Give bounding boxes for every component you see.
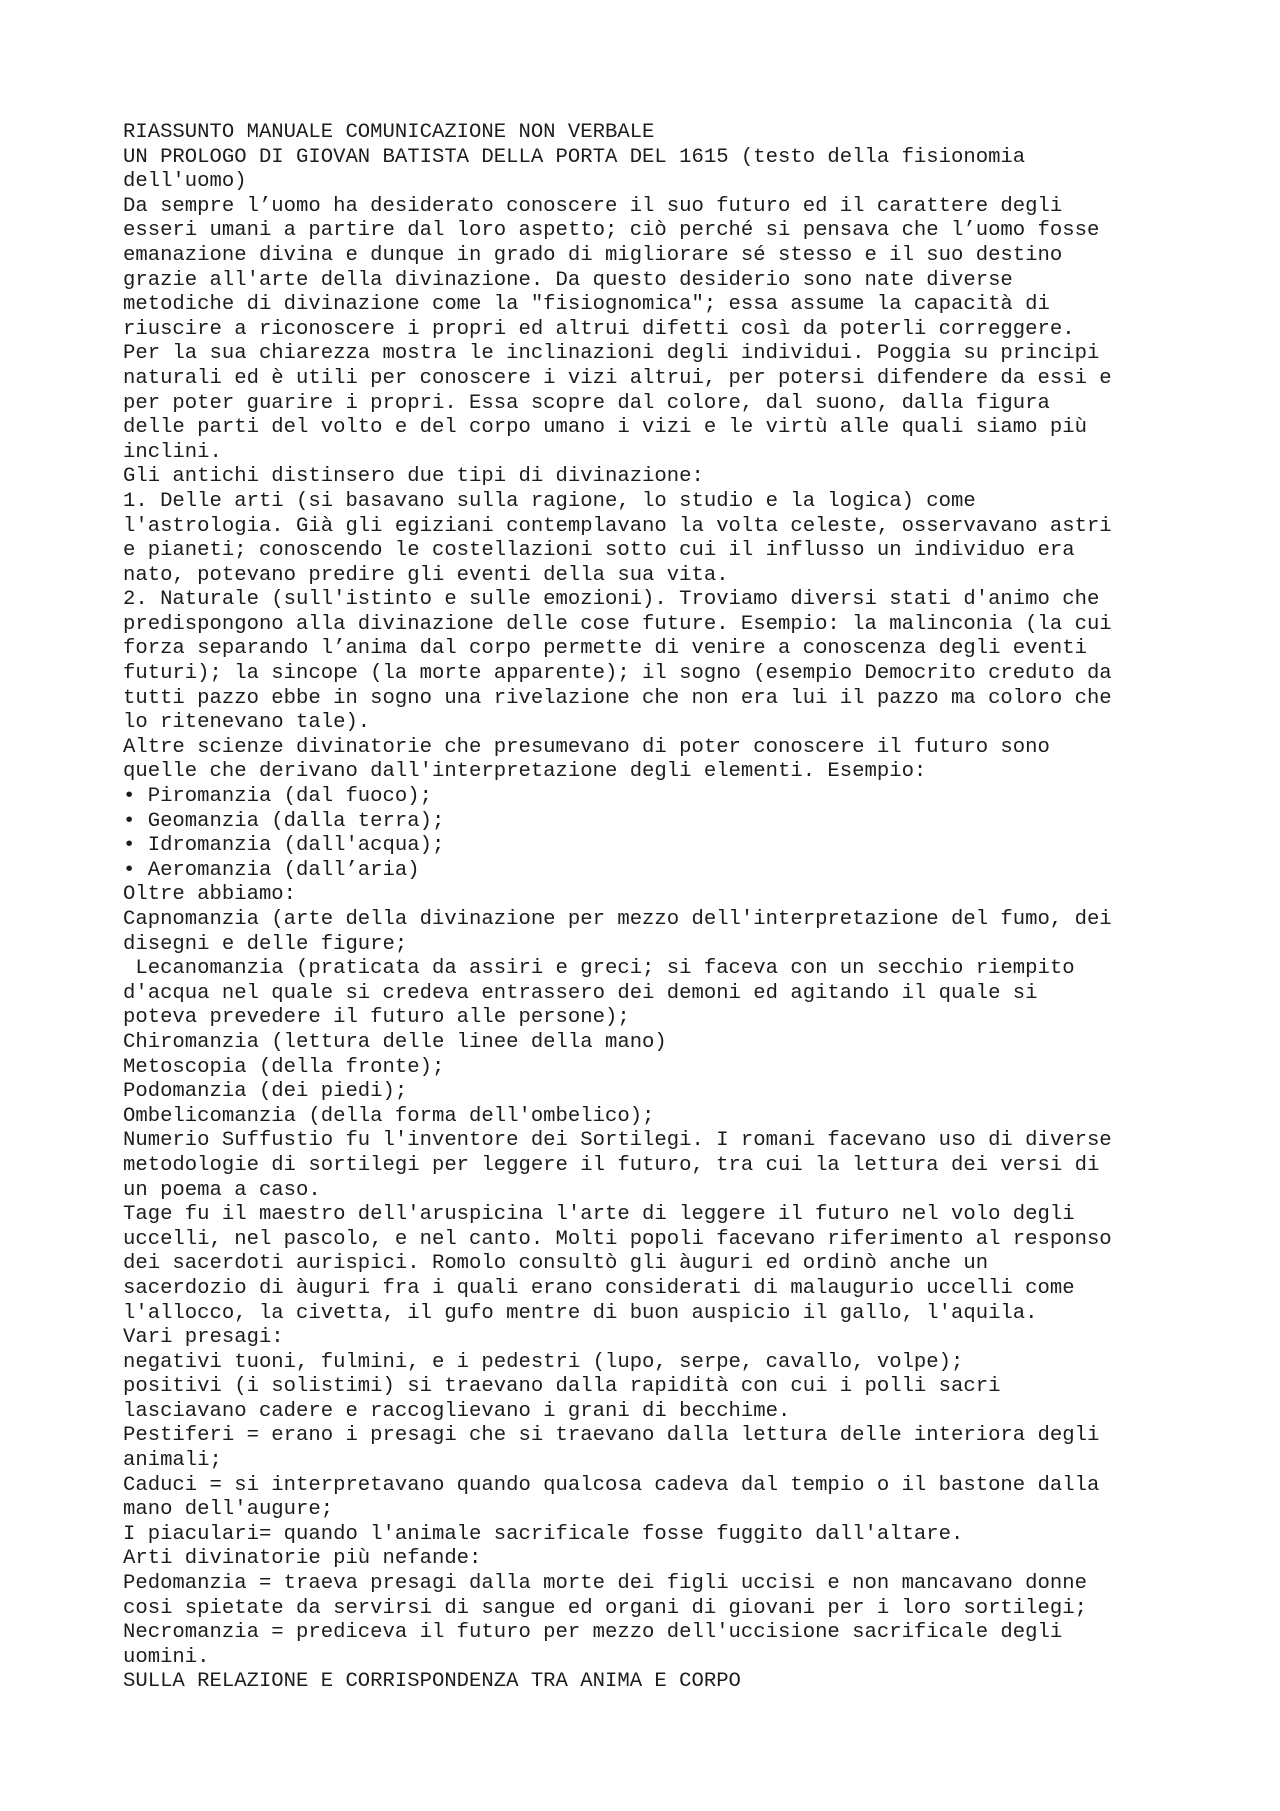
text-line: quelle che derivano dall'interpretazione degli elementi. Esempio:: [123, 760, 927, 784]
text-line: Pedomanzia = traeva presagi dalla morte dei figli uccisi e non mancavano donne: [123, 1572, 1087, 1596]
text-line: Per la sua chiarezza mostra le inclinazioni degli individui. Poggia su principi: [123, 342, 1100, 366]
text-line: delle parti del volto e del corpo umano i vizi e le virtù alle quali siamo più: [123, 416, 1087, 440]
text-line: positivi (i solistimi) si traevano dalla rapidità con cui i polli sacri: [123, 1375, 1001, 1399]
text-line: • Geomanzia (dalla terra);: [123, 809, 445, 833]
text-line: Gli antichi distinsero due tipi di divinazione:: [123, 465, 704, 489]
text-line: per poter guarire i propri. Essa scopre dal colore, dal suono, dalla figura: [123, 391, 1050, 415]
text-line: tutti pazzo ebbe in sogno una rivelazione che non era lui il pazzo ma coloro che: [123, 686, 1112, 710]
text-line: un poema a caso.: [123, 1178, 321, 1202]
text-line: Altre scienze divinatorie che presumevano di poter conoscere il futuro sono: [123, 735, 1050, 759]
text-line: cosi spietate da servirsi di sangue ed organi di giovani per i loro sortilegi;: [123, 1596, 1087, 1620]
text-line: l'astrologia. Già gli egiziani contemplavano la volta celeste, osservavano astri: [123, 514, 1112, 538]
text-line: I piaculari= quando l'animale sacrificale fosse fuggito dall'altare.: [123, 1522, 964, 1546]
text-line: poteva prevedere il futuro alle persone);: [123, 1006, 630, 1030]
text-line: metodiche di divinazione come la "fisiognomica"; essa assume la capacità di: [123, 293, 1050, 317]
text-line: lasciavano cadere e raccoglievano i grani di becchime.: [123, 1399, 791, 1423]
text-line: nato, potevano predire gli eventi della sua vita.: [123, 563, 729, 587]
text-line: dell'uomo): [123, 170, 247, 194]
text-line: naturali ed è utili per conoscere i vizi altrui, per potersi difendere da essi e: [123, 366, 1112, 390]
text-line: esseri umani a partire dal loro aspetto; ciò perché si pensava che l’uomo fosse: [123, 219, 1100, 243]
text-line: sacerdozio di àuguri fra i quali erano considerati di malaugurio uccelli come: [123, 1276, 1075, 1300]
text-line: dei sacerdoti aurispici. Romolo consultò gli àuguri ed ordinò anche un: [123, 1252, 989, 1276]
text-line: 1. Delle arti (si basavano sulla ragione, lo studio e la logica) come: [123, 489, 976, 513]
text-line: Caduci = si interpretavano quando qualcosa cadeva dal tempio o il bastone dalla: [123, 1473, 1100, 1497]
text-line: Podomanzia (dei piedi);: [123, 1080, 408, 1104]
text-line: Capnomanzia (arte della divinazione per mezzo dell'interpretazione del fumo, dei: [123, 908, 1112, 931]
document-page: [123, 121, 1183, 1695]
text-line: futuri); la sincope (la morte apparente); il sogno (esempio Democrito creduto da: [123, 662, 1112, 686]
text-line: Chiromanzia (lettura delle linee della mano): [123, 1030, 667, 1054]
text-line: forza separando l’anima dal corpo permette di venire a conoscenza degli eventi: [123, 637, 1087, 661]
text-line: Arti divinatorie più nefande:: [123, 1547, 482, 1571]
text-line: disegni e delle figure;: [123, 932, 408, 956]
text-line: Tage fu il maestro dell'aruspicina l'arte di leggere il futuro nel volo degli: [123, 1203, 1075, 1227]
text-line: Da sempre l’uomo ha desiderato conoscere il suo futuro ed il carattere degli: [123, 194, 1063, 218]
text-line: Vari presagi:: [123, 1326, 284, 1350]
text-line: riuscire a riconoscere i propri ed altrui difetti così da poterli correggere.: [123, 317, 1075, 341]
text-line: SULLA RELAZIONE E CORRISPONDENZA TRA ANIMA E CORPO: [123, 1670, 741, 1694]
text-line: inclini.: [123, 440, 222, 464]
text-line: l'allocco, la civetta, il gufo mentre di buon auspicio il gallo, l'aquila.: [123, 1301, 1038, 1325]
text-line: Numerio Suffustio fu l'inventore dei Sortilegi. I romani facevano uso di diverse: [123, 1129, 1112, 1153]
text-line: uomini.: [123, 1645, 210, 1669]
text-line: e pianeti; conoscendo le costellazioni sotto cui il influsso un individuo era: [123, 539, 1075, 563]
text-line: metodologie di sortilegi per leggere il futuro, tra cui la lettura dei versi di: [123, 1153, 1100, 1177]
text-line: Lecanomanzia (praticata da assiri e greci; si faceva con un secchio riempito: [123, 957, 1075, 981]
text-line: predispongono alla divinazione delle cose future. Esempio: la malinconia (la cui: [123, 612, 1112, 636]
text-line: Oltre abbiamo:: [123, 883, 297, 907]
text-line: animali;: [123, 1449, 222, 1473]
text-line: uccelli, nel pascolo, e nel canto. Molti popoli facevano riferimento al responso: [123, 1227, 1112, 1251]
text-line: Metoscopia (della fronte);: [123, 1055, 445, 1079]
text-line: Ombelicomanzia (della forma dell'ombelico);: [123, 1104, 655, 1128]
text-line: grazie all'arte della divinazione. Da questo desiderio sono nate diverse: [123, 268, 1013, 292]
text-line: d'acqua nel quale si credeva entrassero dei demoni ed agitando il quale si: [123, 981, 1038, 1005]
text-line: • Idromanzia (dall'acqua);: [123, 834, 445, 858]
text-line: negativi tuoni, fulmini, e i pedestri (lupo, serpe, cavallo, volpe);: [123, 1350, 964, 1374]
text-line: mano dell'augure;: [123, 1498, 334, 1522]
text-line: Necromanzia = prediceva il futuro per mezzo dell'uccisione sacrificale degli: [123, 1621, 1063, 1645]
text-line: • Aeromanzia (dall’aria): [123, 858, 420, 882]
text-line: lo ritenevano tale).: [123, 711, 371, 735]
text-line: emanazione divina e dunque in grado di migliorare sé stesso e il suo destino: [123, 243, 1063, 267]
text-line: Pestiferi = erano i presagi che si traevano dalla lettura delle interiora degli: [123, 1424, 1100, 1448]
text-line: 2. Naturale (sull'istinto e sulle emozioni). Troviamo diversi stati d'animo che: [123, 588, 1100, 612]
document-title: RIASSUNTO MANUALE COMUNICAZIONE NON VERBALE: [123, 121, 655, 144]
text-line: • Piromanzia (dal fuoco);: [123, 785, 432, 809]
text-line: UN PROLOGO DI GIOVAN BATISTA DELLA PORTA DEL 1615 (testo della fisionomia: [123, 145, 1026, 169]
